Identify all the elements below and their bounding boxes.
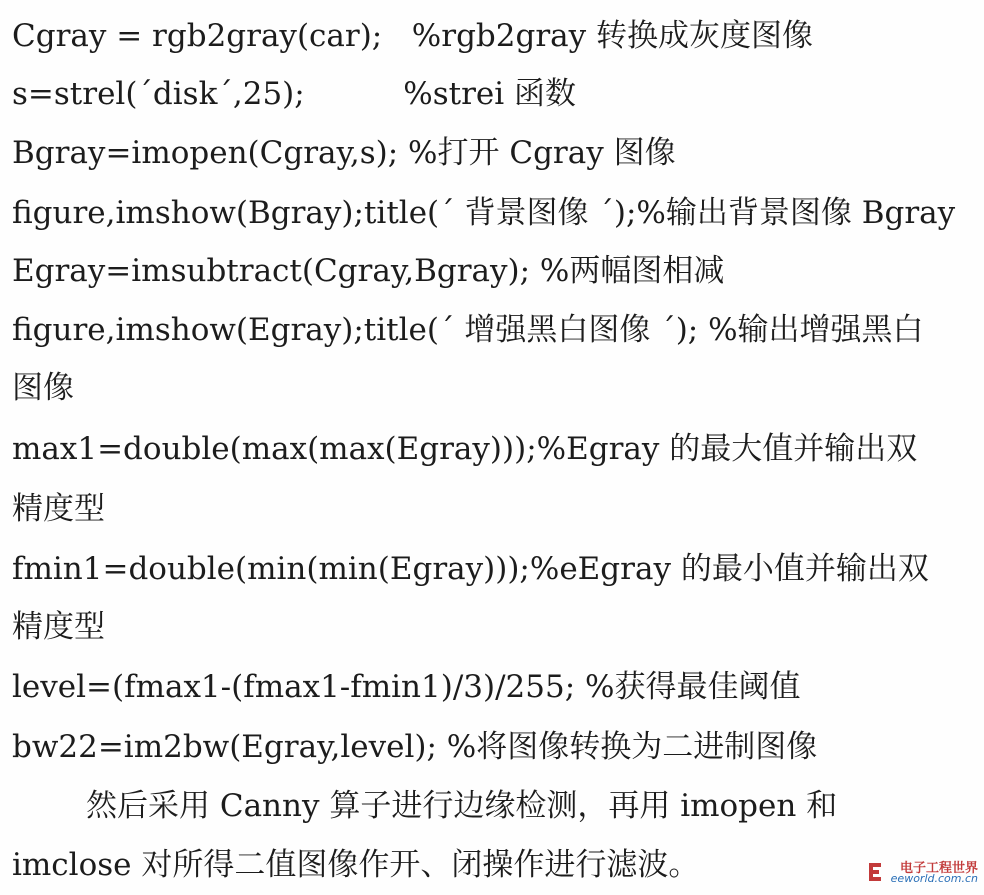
code-line-8: fmin1=double(min(min(Egray)));%eEgray 的最小值并输出双 — [12, 551, 929, 587]
code-line-9: level=(fmax1-(fmax1-fmin1)/3)/255; %获得最佳阈值 — [12, 669, 801, 705]
code-line-7-cont: 精度型 — [12, 491, 105, 527]
paragraph-line-2: imclose 对所得二值图像作开、闭操作进行滤波。 — [12, 847, 700, 883]
eeworld-watermark — [866, 857, 978, 891]
paragraph-line-1: 然后采用 Canny 算子进行边缘检测，再用 imopen 和 — [86, 788, 838, 824]
code-line-6: figure,imshow(Egray);title(´ 增强黑白图像 ´); %输出增强黑白 — [12, 312, 924, 348]
code-line-8-cont: 精度型 — [12, 609, 105, 645]
code-line-5: Egray=imsubtract(Cgray,Bgray); %两幅图相减 — [12, 253, 725, 289]
code-line-1: Cgray = rgb2gray(car); %rgb2gray 转换成灰度图像 — [12, 18, 814, 54]
watermark-name: 电子工程世界 — [899, 861, 978, 876]
watermark-url: eeworld.com.cn — [890, 872, 978, 885]
eeworld-logo-icon — [866, 861, 884, 883]
code-line-4: figure,imshow(Bgray);title(´ 背景图像 ´);%输出背景图像 Bgray — [12, 195, 956, 231]
code-line-3: Bgray=imopen(Cgray,s); %打开 Cgray 图像 — [12, 135, 676, 171]
code-line-7: max1=double(max(max(Egray)));%Egray 的最大值并输出双 — [12, 431, 918, 467]
code-line-2: s=strel(´disk´,25); %strei 函数 — [12, 76, 577, 112]
code-line-10: bw22=im2bw(Egray,level); %将图像转换为二进制图像 — [12, 729, 818, 765]
code-line-6-cont: 图像 — [12, 370, 74, 406]
